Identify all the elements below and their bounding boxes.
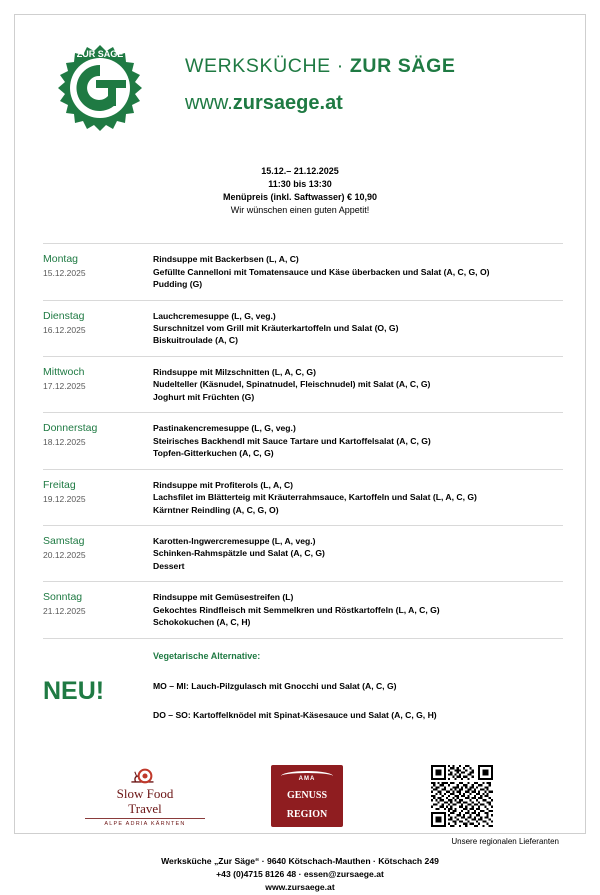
- footer-website[interactable]: www.zursaege.at: [265, 882, 335, 893]
- vegetarian-section: [15, 651, 585, 739]
- day-name: Freitag: [43, 478, 76, 491]
- brand-title: [185, 55, 585, 78]
- dish-item: Rindsuppe mit Backerbsen (L, A, C): [153, 254, 299, 265]
- day-label: [43, 591, 153, 628]
- day-row: [43, 243, 563, 300]
- url-prefix: www.: [185, 92, 233, 114]
- day-dishes: [153, 366, 563, 403]
- dish-item: Nudelteller (Käsnudel, Spinatnudel, Fleischnudel) mit Salat (A, C, G): [153, 379, 431, 390]
- menu-page: [14, 14, 586, 893]
- ama-box: [271, 765, 343, 827]
- day-dishes: [153, 310, 563, 347]
- day-dishes: [153, 535, 563, 572]
- qr-code-icon[interactable]: [431, 765, 493, 827]
- day-label: [43, 479, 153, 516]
- menu-list: [15, 243, 585, 639]
- dish-item: Topfen-Gitterkuchen (A, C, G): [153, 448, 274, 459]
- footer-contact: +43 (0)4715 8126 48 · essen@zursaege.at: [216, 869, 384, 880]
- vegetarian-content: [153, 651, 563, 739]
- footer-address: Werksküche „Zur Säge“ · 9640 Kötschach-Mauthen · Kötschach 249: [161, 855, 439, 866]
- day-date: 17.12.2025: [43, 380, 86, 391]
- dish-item: Kärntner Reindling (A, C, G, O): [153, 504, 279, 515]
- day-dishes: [153, 422, 563, 459]
- suppliers-caption: Unsere regionalen Lieferanten: [451, 836, 559, 846]
- day-label: [43, 310, 153, 347]
- day-row: [43, 301, 563, 357]
- dish-item: Dessert: [153, 560, 185, 571]
- day-label: [43, 366, 153, 403]
- menu-price: Menüpreis (inkl. Saftwasser) € 10,90: [222, 192, 378, 203]
- ama-genuss-region-logo: [261, 765, 353, 827]
- slow-food-line2: Travel: [128, 800, 162, 816]
- day-date: 16.12.2025: [43, 324, 86, 335]
- dish-item: Karotten-Ingwercremesuppe (L, A, veg.): [153, 535, 316, 546]
- vegetarian-title: Vegetarische Alternative:: [153, 650, 261, 661]
- date-range: 15.12.– 21.12.2025: [261, 166, 339, 176]
- day-name: Montag: [43, 253, 79, 266]
- day-name: Mittwoch: [43, 365, 85, 378]
- day-name: Sonntag: [43, 591, 83, 604]
- day-row: [43, 582, 563, 638]
- day-label: [43, 422, 153, 459]
- dish-item: Schokokuchen (A, C, H): [153, 617, 251, 628]
- dish-item: Lauchcremesuppe (L, G, veg.): [153, 310, 276, 321]
- day-label: [43, 253, 153, 290]
- dish-item: Schinken-Rahmspätzle und Salat (A, C, G): [153, 548, 325, 559]
- day-row: [43, 526, 563, 582]
- ama-label: AMA: [298, 775, 316, 782]
- vegetarian-item: DO – SO: Kartoffelknödel mit Spinat-Käsesauce und Salat (A, C, G, H): [153, 709, 437, 720]
- logo-container: [15, 33, 185, 137]
- day-label: [43, 535, 153, 572]
- brand-url[interactable]: [185, 92, 585, 115]
- day-dishes: [153, 591, 563, 628]
- day-name: Samstag: [43, 534, 85, 547]
- qr-container[interactable]: [431, 765, 493, 827]
- ama-line2: REGION: [286, 809, 328, 821]
- day-row: [43, 413, 563, 469]
- day-date: 18.12.2025: [43, 437, 86, 448]
- day-date: 19.12.2025: [43, 493, 86, 504]
- day-date: 20.12.2025: [43, 549, 86, 560]
- dish-item: Gekochtes Rindfleisch mit Semmelkren und Röstkartoffeln (L, A, C, G): [153, 604, 440, 615]
- dish-item: Steirisches Backhendl mit Sauce Tartare und Kartoffelsalat (A, C, G): [153, 435, 431, 446]
- qr-area: [353, 755, 559, 837]
- day-date: 15.12.2025: [43, 268, 86, 279]
- ama-swoosh-icon: [281, 771, 333, 781]
- dish-item: Biskuitroulade (A, C): [153, 335, 238, 346]
- url-domain: zursaege.at: [232, 92, 343, 114]
- brand-prefix: WERKSKÜCHE ·: [185, 55, 350, 77]
- vegetarian-item: MO – MI: Lauch-Pilzgulasch mit Gnocchi und Salat (A, C, G): [153, 680, 397, 691]
- day-name: Donnerstag: [43, 422, 98, 435]
- day-row: [43, 357, 563, 413]
- dish-item: Rindsuppe mit Milzschnitten (L, A, C, G): [153, 366, 316, 377]
- day-dishes: [153, 253, 563, 290]
- page-header: [15, 15, 585, 137]
- snail-icon: [85, 764, 205, 786]
- neu-badge: NEU!: [43, 676, 105, 705]
- header-text: [185, 33, 585, 115]
- day-date: 21.12.2025: [43, 606, 86, 617]
- partner-logos: [15, 755, 585, 837]
- dish-item: Lachsfilet im Blätterteig mit Kräuterrahmsauce, Kartoffeln und Salat (L, A, C, G): [153, 492, 477, 503]
- slow-food-line1: Slow Food: [116, 786, 174, 802]
- slow-food-subtitle: ALPE ADRIA KÄRNTEN: [85, 818, 205, 827]
- dish-item: Joghurt mit Früchten (G): [153, 391, 255, 402]
- dish-item: Rindsuppe mit Profiterols (L, A, C): [153, 479, 294, 490]
- day-row: [43, 470, 563, 526]
- appetit-wish: Wir wünschen einen guten Appetit!: [230, 205, 370, 216]
- neu-badge-container: [43, 651, 153, 739]
- zur-saege-logo-icon: [46, 39, 154, 137]
- info-block: [15, 165, 585, 217]
- dish-item: Pudding (G): [153, 279, 203, 290]
- brand-name: ZUR SÄGE: [349, 55, 456, 77]
- serving-time: 11:30 bis 13:30: [268, 179, 332, 190]
- page-footer: [15, 855, 585, 895]
- ama-line1: GENUSS: [286, 789, 327, 801]
- svg-text:ZUR SÄGE: ZUR SÄGE: [76, 49, 124, 59]
- dish-item: Pastinakencremesuppe (L, G, veg.): [153, 423, 296, 434]
- dish-item: Surschnitzel vom Grill mit Kräuterkartoffeln und Salat (O, G): [153, 323, 399, 333]
- day-name: Dienstag: [43, 309, 85, 322]
- dish-item: Gefüllte Cannelloni mit Tomatensauce und Käse überbacken und Salat (A, C, G, O): [153, 266, 490, 277]
- slow-food-travel-logo: [85, 764, 205, 827]
- dish-item: Rindsuppe mit Gemüsestreifen (L): [153, 592, 294, 603]
- day-dishes: [153, 479, 563, 516]
